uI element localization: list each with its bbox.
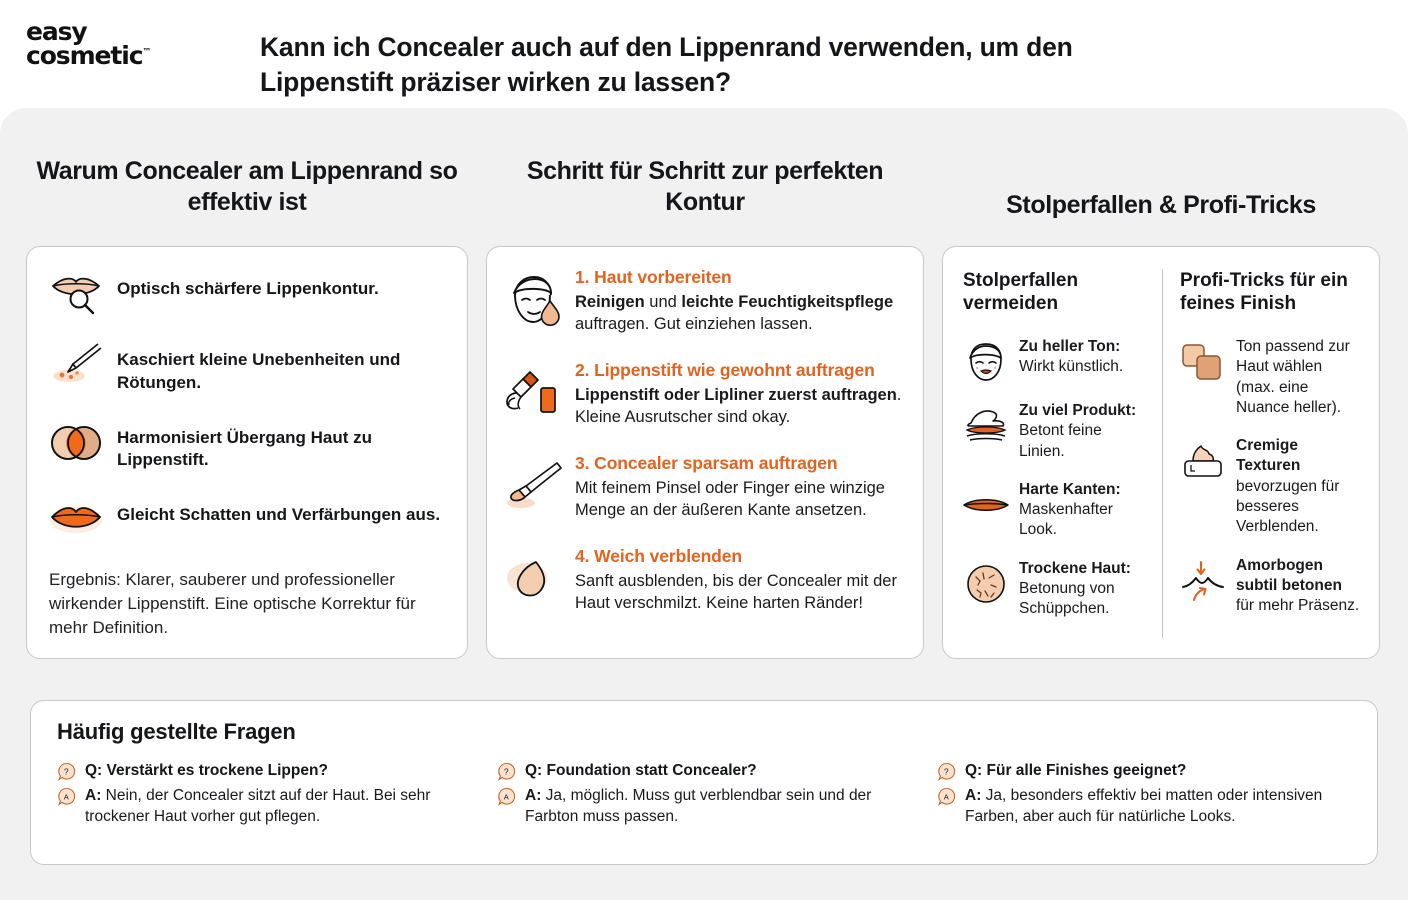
protips-subheading: Profi-Tricks für ein feines Finish bbox=[1180, 270, 1348, 315]
benefits-card bbox=[26, 246, 468, 659]
faq-answer: A: Nein, der Concealer sitzt auf der Haut. Bei sehr trockener Haut vorher gut pflegen. bbox=[85, 787, 431, 826]
trademark-symbol: ™ bbox=[142, 47, 152, 58]
svg-text:A: A bbox=[943, 792, 949, 802]
svg-text:A: A bbox=[503, 792, 509, 802]
brand-logo-text bbox=[26, 17, 152, 70]
question-bubble-icon bbox=[937, 762, 956, 781]
pitfall-item bbox=[963, 401, 1148, 462]
step-item bbox=[505, 546, 903, 615]
pale-face-icon bbox=[963, 341, 1009, 383]
brand-logo-line1: easy bbox=[26, 17, 87, 46]
protip-item bbox=[1180, 436, 1361, 537]
answer-bubble-icon bbox=[57, 787, 76, 806]
brush-blemish-icon bbox=[49, 342, 103, 388]
column-pitfalls-tips bbox=[942, 156, 1380, 659]
column-3-heading: Stolperfallen & Profi-Tricks bbox=[1006, 190, 1316, 219]
benefit-text: Kaschiert kleine Unebenheiten und Rötungen. bbox=[117, 350, 401, 392]
faq-question: Q: Foundation statt Concealer? bbox=[525, 762, 757, 779]
step-text-block bbox=[575, 546, 903, 615]
brand-logo-line2: cosmetic™ bbox=[26, 40, 152, 70]
faq-item bbox=[57, 761, 471, 833]
hard-edge-lips-icon bbox=[963, 484, 1009, 526]
orange-lips-icon bbox=[49, 497, 103, 543]
step-item bbox=[505, 360, 903, 429]
step-body: Sanft ausblenden, bis der Concealer mit der Haut verschmilzt. Keine harten Ränder! bbox=[575, 571, 897, 613]
step-item bbox=[505, 453, 903, 522]
pitfall-item bbox=[963, 337, 1148, 383]
pitfalls-subheading: Stolperfallen vermeiden bbox=[963, 270, 1079, 315]
svg-text:?: ? bbox=[943, 766, 949, 777]
benefits-result-text: Ergebnis: Klarer, sauberer und professioneller wirkender Lippenstift. Eine optische Korrektur für mehr Definition. bbox=[49, 570, 416, 638]
faq-grid bbox=[57, 761, 1351, 833]
step-text-block bbox=[575, 360, 903, 429]
column-steps bbox=[486, 156, 924, 659]
blending-sponge-icon bbox=[505, 552, 563, 608]
pitfall-text: Trockene Haut: Betonung von Schüppchen. bbox=[1019, 559, 1131, 618]
benefit-item bbox=[49, 420, 445, 473]
svg-text:?: ? bbox=[503, 766, 509, 777]
protip-text: Cremige Texturen bevorzugen für besseres Verblenden. bbox=[1236, 437, 1340, 536]
too-much-product-icon bbox=[963, 405, 1009, 447]
two-shade-swatch-icon bbox=[1180, 341, 1226, 383]
faq-answer-line bbox=[497, 786, 911, 828]
faq-heading: Häufig gestellte Fragen bbox=[57, 719, 296, 744]
pitfall-item bbox=[963, 480, 1148, 541]
brand-logo bbox=[0, 14, 250, 69]
faq-question: Q: Für alle Finishes geeignet? bbox=[965, 762, 1187, 779]
step-title: 2. Lippenstift wie gewohnt auftragen bbox=[575, 359, 875, 380]
face-droplet-icon bbox=[505, 273, 563, 329]
benefit-item bbox=[49, 342, 445, 395]
faq-card bbox=[30, 700, 1378, 865]
header-title-wrap bbox=[250, 14, 1408, 100]
q-marker-text: ? bbox=[63, 766, 69, 777]
columns-container bbox=[0, 108, 1408, 659]
column-benefits bbox=[26, 156, 468, 659]
pitfalls-tips-wrap bbox=[963, 269, 1361, 638]
column-2-heading: Schritt für Schritt zur perfekten Kontur bbox=[526, 157, 884, 216]
protip-item bbox=[1180, 556, 1361, 617]
dry-skin-circle-icon bbox=[963, 563, 1009, 605]
pitfalls-group bbox=[963, 269, 1162, 638]
protip-text: Ton passend zur Haut wählen (max. eine Nuance heller). bbox=[1236, 338, 1350, 416]
faq-question-line bbox=[497, 761, 911, 781]
step-title: 1. Haut vorbereiten bbox=[575, 267, 732, 287]
faq-item bbox=[937, 761, 1351, 833]
pitfall-text: Zu viel Produkt: Betont feine Linien. bbox=[1019, 402, 1137, 460]
faq-question-line bbox=[57, 761, 471, 781]
hand-lipstick-icon bbox=[505, 366, 563, 422]
overlapping-circles-icon bbox=[49, 420, 103, 466]
step-body: Reinigen und leichte Feuchtigkeitspflege auftragen. Gut einziehen lassen. bbox=[575, 293, 894, 334]
protips-group bbox=[1162, 269, 1361, 638]
pitfall-item bbox=[963, 559, 1148, 620]
cream-jar-icon bbox=[1180, 440, 1226, 482]
pitfall-text: Harte Kanten: Maskenhafter Look. bbox=[1019, 480, 1121, 539]
question-bubble-icon bbox=[57, 762, 76, 781]
faq-question: Q: Verstärkt es trockene Lippen? bbox=[85, 762, 328, 779]
faq-answer: A: Ja, besonders effektiv bei matten oder intensiven Farben, aber auch für natürliche Looks. bbox=[965, 787, 1323, 826]
faq-question-line bbox=[937, 761, 1351, 781]
faq-item bbox=[497, 761, 911, 833]
step-text-block bbox=[575, 267, 903, 336]
protip-item bbox=[1180, 337, 1361, 418]
step-title: 4. Weich verblenden bbox=[575, 545, 742, 566]
a-marker-text: A bbox=[63, 792, 69, 802]
faq-answer: A: Ja, möglich. Muss gut verblendbar sein und der Farbton muss passen. bbox=[525, 787, 872, 826]
pitfall-text: Zu heller Ton: Wirkt künstlich. bbox=[1019, 338, 1124, 376]
question-bubble-icon bbox=[497, 762, 516, 781]
benefit-item bbox=[49, 271, 445, 317]
protip-text: Amorbogen subtil betonen für mehr Präsenz. bbox=[1236, 556, 1360, 615]
lips-magnifier-icon bbox=[49, 271, 103, 317]
steps-card bbox=[486, 246, 924, 659]
step-text-block bbox=[575, 453, 903, 522]
step-item bbox=[505, 267, 903, 336]
header bbox=[0, 0, 1408, 108]
faq-answer-line bbox=[57, 786, 471, 828]
benefit-text: Optisch schärfere Lippenkontur. bbox=[117, 279, 379, 298]
page-title: Kann ich Concealer auch auf den Lippenrand verwenden, um den Lippenstift präziser wirken zu lassen? bbox=[260, 32, 1073, 98]
answer-bubble-icon bbox=[937, 787, 956, 806]
benefit-text: Harmonisiert Übergang Haut zu Lippenstift. bbox=[117, 427, 373, 470]
answer-bubble-icon bbox=[497, 787, 516, 806]
step-title: 3. Concealer sparsam auftragen bbox=[575, 452, 838, 473]
concealer-brush-icon bbox=[505, 459, 563, 515]
cupids-bow-arrows-icon bbox=[1180, 560, 1226, 602]
column-1-heading: Warum Concealer am Lippenrand so effektiv ist bbox=[36, 157, 458, 216]
benefit-text: Gleicht Schatten und Verfärbungen aus. bbox=[117, 505, 441, 525]
faq-answer-line bbox=[937, 786, 1351, 828]
step-body: Lippenstift oder Lipliner zuerst auftragen. Kleine Ausrutscher sind okay. bbox=[575, 385, 902, 427]
pitfalls-tips-card bbox=[942, 246, 1380, 659]
benefit-item bbox=[49, 497, 445, 543]
step-body: Mit feinem Pinsel oder Finger eine winzige Menge an der äußeren Kante ansetzen. bbox=[575, 478, 885, 520]
